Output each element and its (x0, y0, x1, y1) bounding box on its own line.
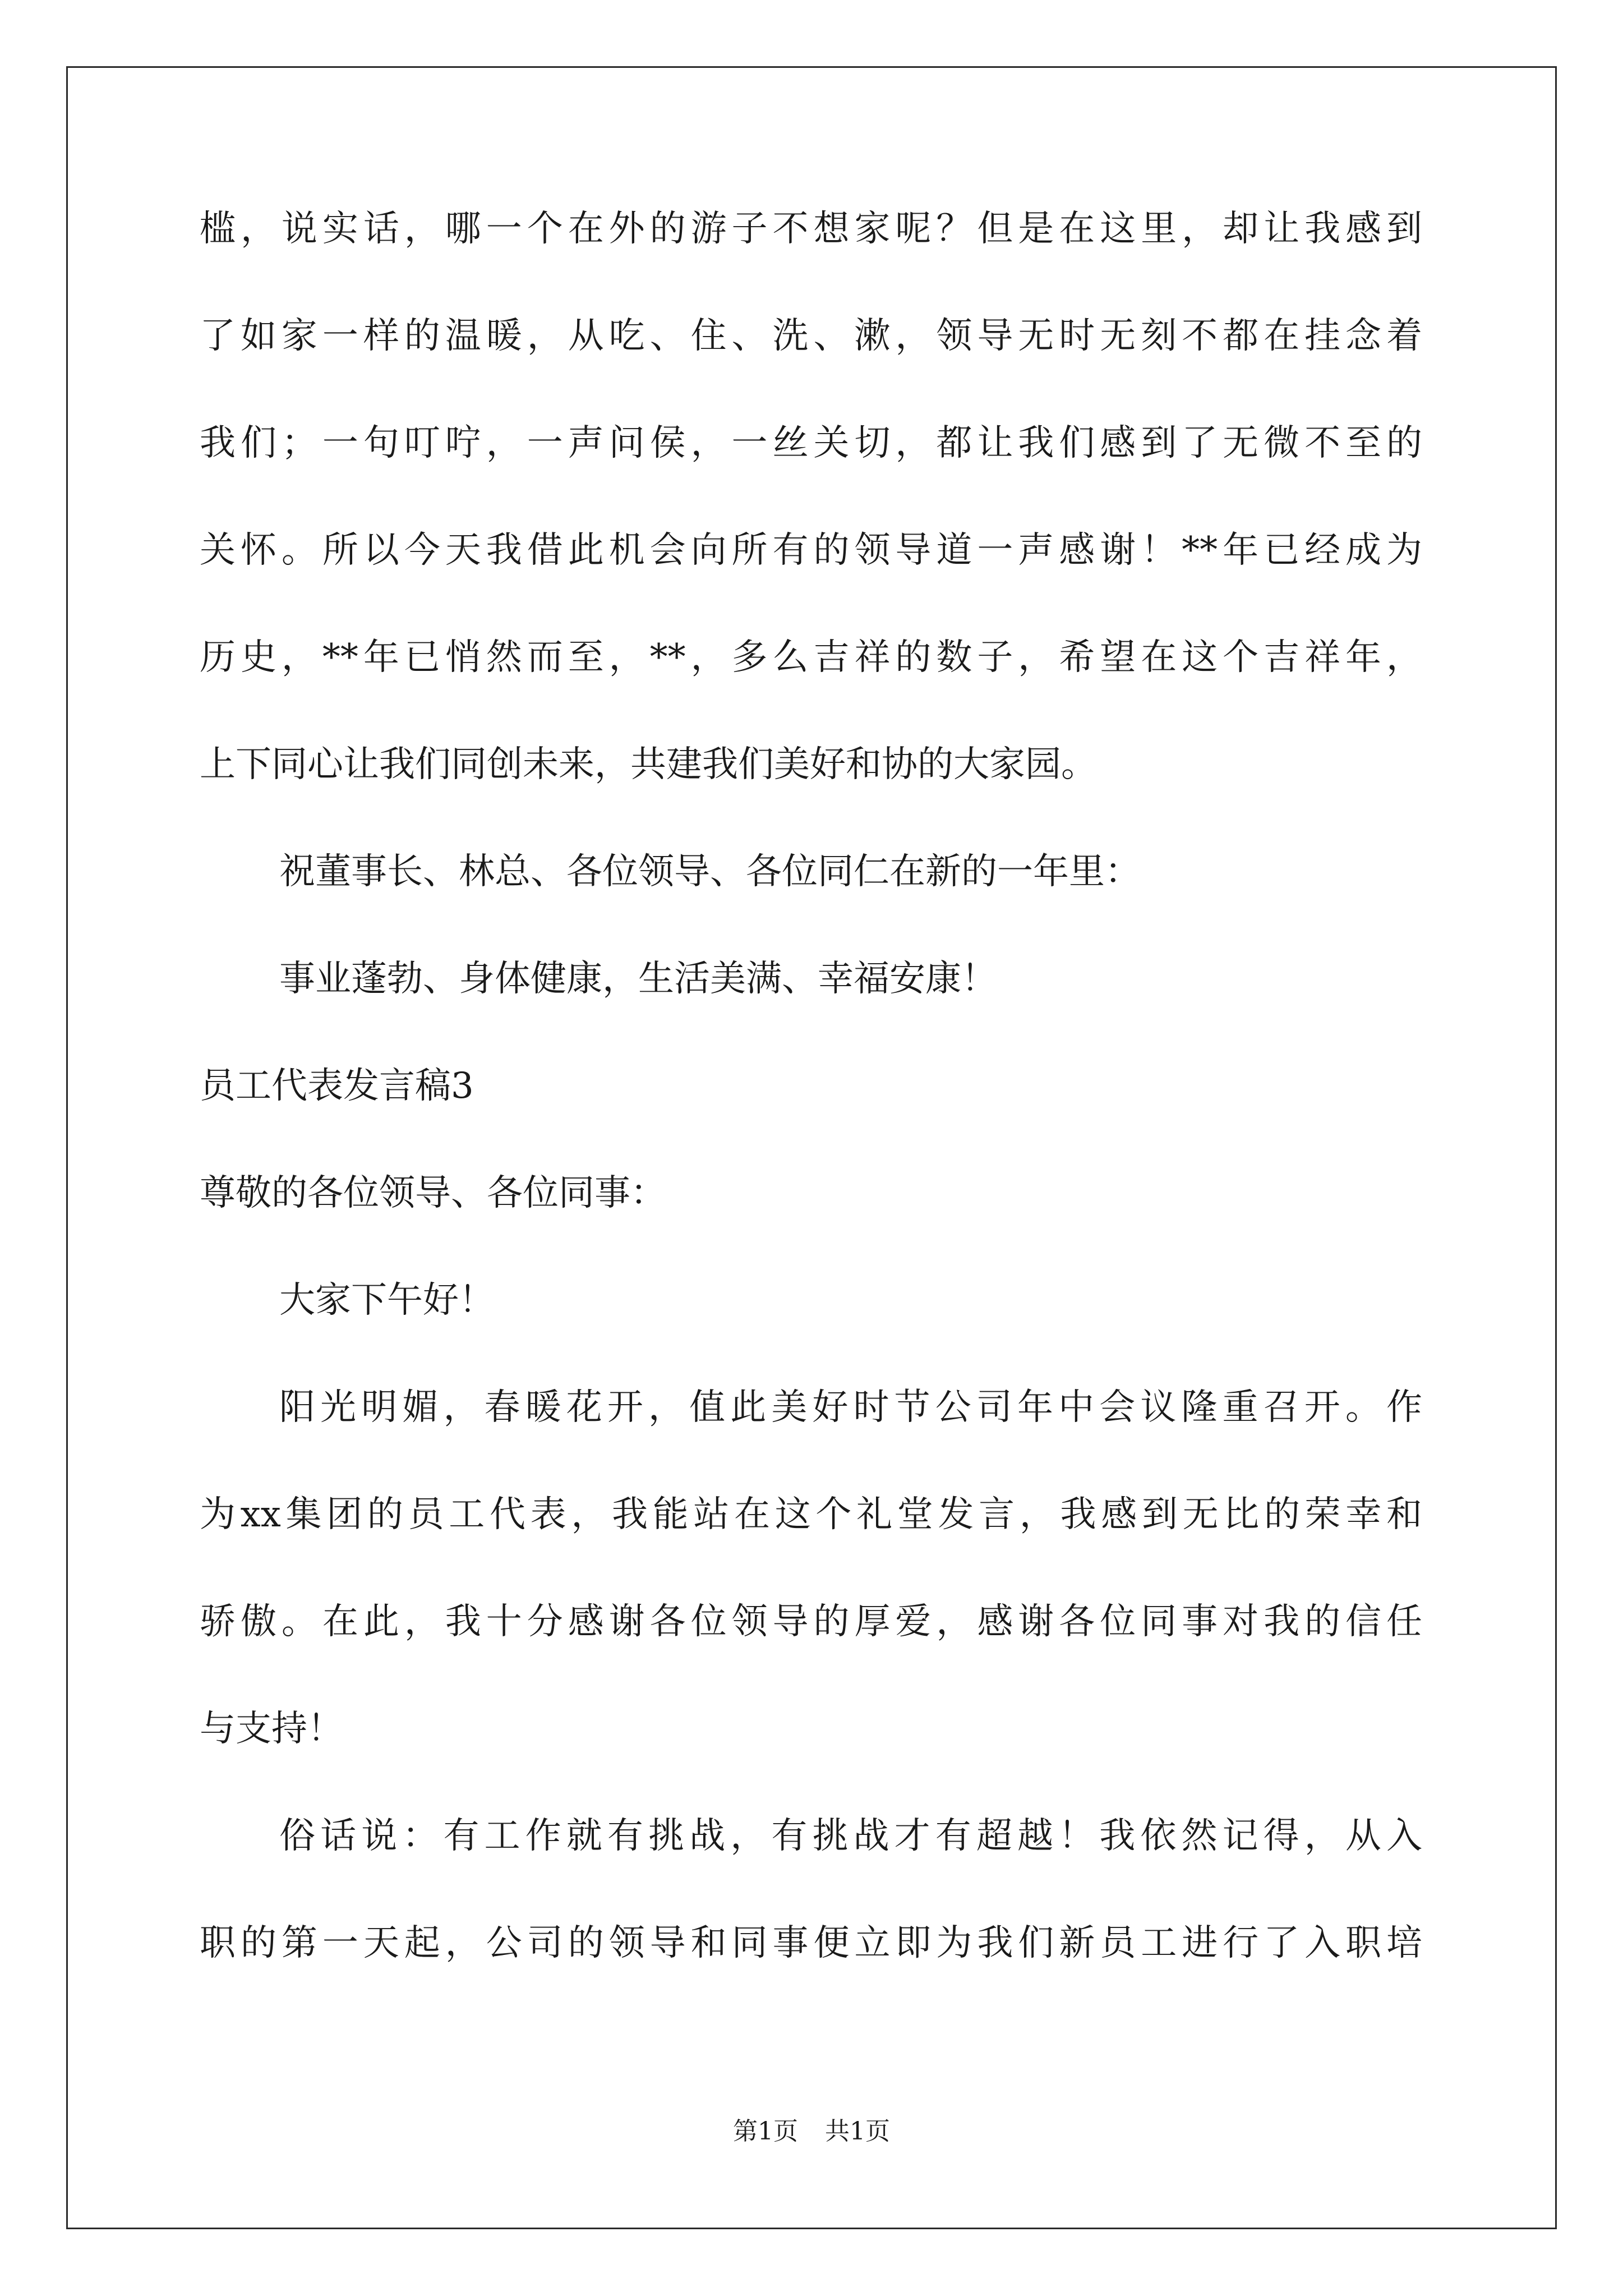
section-heading: 员工代表发言稿3 (200, 1065, 474, 1107)
text-line-15: 与支持！ (200, 1708, 343, 1750)
text-line-3: 我们；一句叮咛，一声问侯，一丝关切，都让我们感到了无微不至的 (200, 422, 1422, 464)
text-line-14: 骄傲。在此，我十分感谢各位领导的厚爱，感谢各位同事对我的信任 (200, 1601, 1422, 1642)
text-line-16: 俗话说：有工作就有挑战，有挑战才有超越！我依然记得，从入 (279, 1815, 1422, 1857)
page-total: 共1页 (825, 2117, 890, 2146)
text-line-13: 为xx集团的员工代表，我能站在这个礼堂发言，我感到无比的荣幸和 (200, 1494, 1422, 1535)
greeting: 大家下午好！ (279, 1280, 495, 1321)
text-line-4: 关怀。所以今天我借此机会向所有的领导道一声感谢！**年已经成为 (200, 530, 1422, 571)
text-line-7: 祝董事长、林总、各位领导、各位同仁在新的一年里： (279, 851, 1141, 892)
text-line-2: 了如家一样的温暖，从吃、住、洗、漱，领导无时无刻不都在挂念着 (200, 315, 1422, 357)
text-line-1: 槛，说实话，哪一个在外的游子不想家呢？但是在这里，却让我感到 (200, 208, 1422, 250)
text-line-8: 事业蓬勃、身体健康，生活美满、幸福安康！ (279, 958, 997, 1000)
page-footer (0, 2115, 1623, 2148)
page-number: 第1页 (733, 2117, 798, 2146)
text-line-5: 历史，**年已悄然而至，**，多么吉祥的数子，希望在这个吉祥年， (200, 637, 1422, 678)
salutation: 尊敬的各位领导、各位同事： (200, 1172, 666, 1214)
text-line-12: 阳光明媚，春暖花开，值此美好时节公司年中会议隆重召开。作 (279, 1387, 1422, 1428)
text-line-6: 上下同心让我们同创未来，共建我们美好和协的大家园。 (200, 744, 1097, 785)
document-body (200, 202, 1422, 2023)
text-line-17: 职的第一天起，公司的领导和同事便立即为我们新员工进行了入职培 (200, 1922, 1422, 1964)
